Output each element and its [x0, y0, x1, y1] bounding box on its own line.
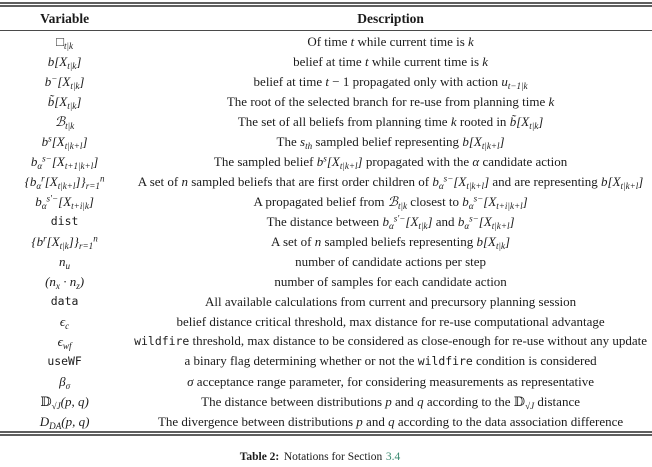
table-header-description: Description [129, 5, 652, 31]
table-header-row [0, 5, 652, 31]
section-link[interactable]: 3.4 [385, 451, 401, 463]
table-row [0, 371, 652, 391]
table-row [0, 411, 652, 434]
table-row [0, 271, 652, 291]
table-row [0, 91, 652, 111]
table-row [0, 251, 652, 271]
caption-text: Notations for Section [283, 451, 383, 463]
variable-cell: $\beta_\sigma$ [59, 373, 71, 391]
description-cell: belief distance critical threshold, max distance for re-use computational advantage [176, 313, 605, 329]
table-row [0, 211, 652, 231]
description-cell: A set of n sampled beliefs representing $b[X_{t|k}]$ [271, 233, 511, 251]
description-cell: a binary flag determining whether or not the wildfire condition is considered [184, 353, 597, 368]
description-cell: The divergence between distributions p and q according to the data association difference [157, 413, 624, 429]
description-cell: belief at time t − 1 propagated only with action $u_{t-1|k}$ [253, 73, 528, 91]
description-cell: The set of all beliefs from planning time k rooted in $b̃[X_{t|k}]$ [237, 113, 544, 131]
table-row [0, 311, 652, 331]
variable-cell: $b^s[X_{t|k+l}]$ [41, 132, 88, 151]
variable-cell: $b^-[X_{t|k}]$ [44, 72, 85, 91]
variable-cell: $(n_x \cdot n_z)$ [45, 273, 85, 291]
table-caption [0, 451, 640, 463]
description-cell: Of time t while current time is k [307, 33, 474, 49]
variable-cell: $b_\alpha^{s'-}[X_{t+i|k}]$ [35, 192, 94, 211]
table-row [0, 111, 652, 131]
table-body [0, 31, 652, 434]
table-header-variable: Variable [0, 5, 129, 31]
variable-cell: $□_{t|k}$ [56, 33, 74, 51]
variable-cell: data [50, 294, 79, 308]
variable-cell: $\{b_\alpha^r[X_{t|k+l}]\}_{r=1}^n$ [24, 172, 105, 191]
notation-table [0, 2, 652, 436]
description-cell: A set of n sampled beliefs that are first order children of $b_\alpha^{s-}[X_{t|k+l}]$ and are representing $b[X_{t|k+l}]$ [137, 172, 644, 191]
description-cell: All available calculations from current and precursory planning session [205, 293, 577, 309]
variable-cell: $b[X_{t|k}]$ [47, 53, 82, 71]
variable-cell: $\epsilon_{wf}$ [57, 333, 72, 351]
table-row [0, 391, 652, 411]
table-row [0, 331, 652, 351]
description-cell: A propagated belief from ℬ$_{t|k}$ closest to $b_\alpha^{s-}[X_{t+i|k+l}]$ [253, 192, 528, 211]
variable-cell: $b̃[X_{t|k}]$ [47, 93, 82, 111]
variable-cell: $\{b^r[X_{t|k}]\}_{r=1}^n$ [31, 232, 98, 251]
description-cell: The sampled belief $b^s[X_{t|k+l}]$ propagated with the α candidate action [213, 152, 568, 171]
description-cell: The $s_{th}$ sampled belief representing $b[X_{t|k+l}]$ [276, 133, 505, 151]
table-row [0, 191, 652, 211]
table-row [0, 131, 652, 151]
caption-label: Table 2: [239, 451, 280, 463]
description-cell: wildfire threshold, max distance to be considered as close-enough for re-use without any update [134, 333, 647, 348]
description-cell: belief at time t while current time is k [293, 53, 489, 69]
page-root [0, 2, 647, 467]
table-row [0, 31, 652, 52]
variable-cell: ℬ$_{t|k}$ [54, 113, 75, 131]
description-cell: number of samples for each candidate action [274, 273, 507, 289]
table-row [0, 151, 652, 171]
description-cell: The root of the selected branch for re-use from planning time k [226, 93, 555, 109]
variable-cell: $b_\alpha^{s-}[X_{t+1|k+l}]$ [30, 152, 99, 171]
table-row [0, 231, 652, 251]
table-row [0, 291, 652, 311]
variable-cell: useWF [47, 354, 82, 368]
variable-cell: $\epsilon_c$ [59, 313, 70, 331]
table-row [0, 71, 652, 91]
variable-cell: $D_{DA}(p$, q) [39, 413, 90, 431]
variable-cell: 𝔻$_{√J}$(p, q) [40, 393, 89, 411]
variable-cell: $n_u$ [59, 253, 71, 271]
table-row [0, 171, 652, 191]
table-row [0, 51, 652, 71]
variable-cell: dist [50, 214, 79, 228]
description-cell: σ acceptance range parameter, for considering measurements as representative [187, 373, 595, 389]
description-cell: The distance between distributions p and q according to the 𝔻$_{√J}$ distance [201, 393, 580, 411]
description-cell: The distance between $b_\alpha^{s'-}[X_{t|k}]$ and $b_\alpha^{s-}[X_{t|k+l}]$ [266, 212, 515, 231]
table-row [0, 351, 652, 371]
description-cell: number of candidate actions per step [295, 253, 487, 269]
